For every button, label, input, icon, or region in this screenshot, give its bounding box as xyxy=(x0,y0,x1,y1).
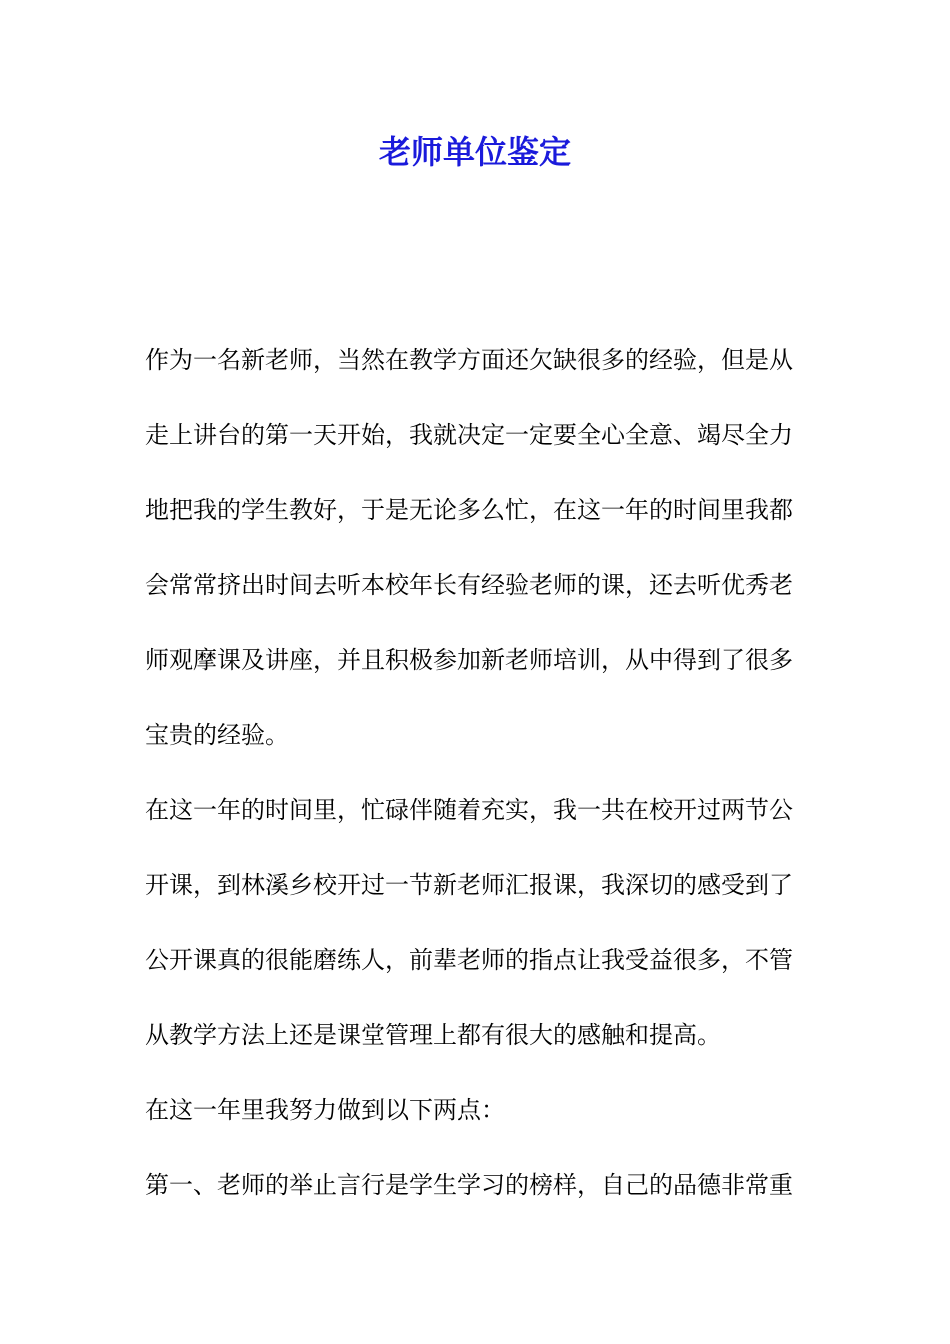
text-line: 作为一名新老师，当然在教学方面还欠缺很多的经验，但是从 xyxy=(145,346,793,374)
document-title: 老师单位鉴定 xyxy=(378,133,571,171)
text-line: 地把我的学生教好，于是无论多么忙，在这一年的时间里我都 xyxy=(145,496,793,524)
text-line: 开课，到林溪乡校开过一节新老师汇报课，我深切的感受到了 xyxy=(145,871,793,899)
text-line: 在这一年里我努力做到以下两点： xyxy=(145,1096,505,1124)
text-line: 师观摩课及讲座，并且积极参加新老师培训，从中得到了很多 xyxy=(145,646,793,674)
text-line: 从教学方法上还是课堂管理上都有很大的感触和提高。 xyxy=(145,1021,721,1049)
document-body xyxy=(145,340,805,1240)
text-line: 会常常挤出时间去听本校年长有经验老师的课，还去听优秀老 xyxy=(145,571,793,599)
text-line: 第一、老师的举止言行是学生学习的榜样，自己的品德非常重 xyxy=(145,1171,793,1199)
text-line: 走上讲台的第一天开始，我就决定一定要全心全意、竭尽全力 xyxy=(145,421,793,449)
text-line: 公开课真的很能磨练人，前辈老师的指点让我受益很多，不管 xyxy=(145,946,793,974)
text-line: 宝贵的经验。 xyxy=(145,721,289,749)
text-line: 在这一年的时间里，忙碌伴随着充实，我一共在校开过两节公 xyxy=(145,796,793,824)
